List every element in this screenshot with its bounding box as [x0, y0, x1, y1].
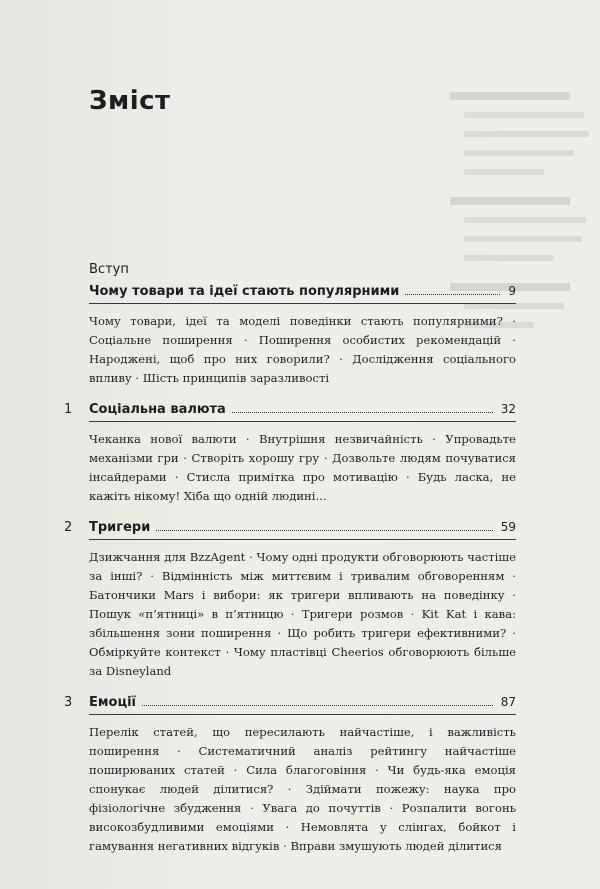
toc-entry-intro: [64, 262, 516, 388]
chapter-description: Дзижчання для BzzAgent · Чому одні продукти обговорюють частіше за інші? · Відмінність між миттєвим і тривалим обговоренням · Батончики Mars і вибори: як тригери впливають на поведінку · Пошук «п’ятниці» в п’ятницю · Тригери розмов · Kit Kat і кава: збільшення зони поширення · Що робить тригери ефективними? · Обміркуйте контекст · Чому пластівці Cheerios обговорюють більше за Disneyland: [89, 550, 516, 678]
chapter-title: Соціальна валюта: [89, 402, 226, 417]
page-title: Зміст: [89, 86, 171, 116]
chapter-title: Тригери: [89, 520, 151, 535]
intro-description: Чому товари, ідеї та моделі поведінки стають популярними? · Соціальне поширення · Поширення особистих рекомендацій · Народжені, щоб про них говорили? · Дослідження соціального впливу · Шість принципів заразливості: [89, 314, 516, 385]
leader-dots: [156, 530, 492, 531]
leader-dots: [405, 294, 500, 295]
toc-entry-chapter-1: [64, 402, 516, 506]
chapter-description: Чеканка нової валюти · Внутрішня незвичайність · Упровадьте механізми гри · Створіть хорошу гру · Дозвольте людям почуватися інсайдерами · Стисла примітка про мотивацію · Будь ласка, не кажіть нікому! Хіба що одній людині...: [89, 432, 516, 503]
leader-dots: [232, 412, 493, 413]
chapter-title: Емоції: [89, 695, 136, 710]
toc-entry-chapter-3: [64, 695, 516, 856]
intro-label: Вступ: [89, 262, 129, 277]
chapter-page-number: 59: [500, 520, 516, 534]
chapter-page-number: 32: [500, 402, 516, 416]
chapter-page-number: 87: [500, 695, 516, 709]
chapter-number: 3: [64, 695, 73, 710]
intro-page-number: 9: [508, 284, 516, 298]
chapter-heading: [89, 402, 516, 422]
chapter-description: Перелік статей, що пересилають найчастіше, і важливість поширення · Систематичний аналіз рейтингу найчастіше поширюваних статей · Сила благоговіння · Чи будь-яка емоція спонукає людей ділитися? · Здіймати пожежу: наука про фізіологічне збудження · Увага до почуттів · Розпалити вогонь високозбудливими емоціями · Немовлята у слінгах, бойкот і гамування негативних відгуків · Вправи змушують людей ділитися: [89, 725, 516, 853]
chapter-number: 1: [64, 402, 73, 417]
leader-dots: [142, 705, 493, 706]
toc-entry-chapter-2: [64, 520, 516, 681]
chapter-heading: [89, 520, 516, 540]
chapter-number: 2: [64, 520, 73, 535]
intro-heading: [89, 284, 516, 304]
intro-title: Чому товари та ідеї стають популярними: [89, 284, 400, 299]
table-of-contents: [64, 262, 516, 870]
chapter-heading: [89, 695, 516, 715]
